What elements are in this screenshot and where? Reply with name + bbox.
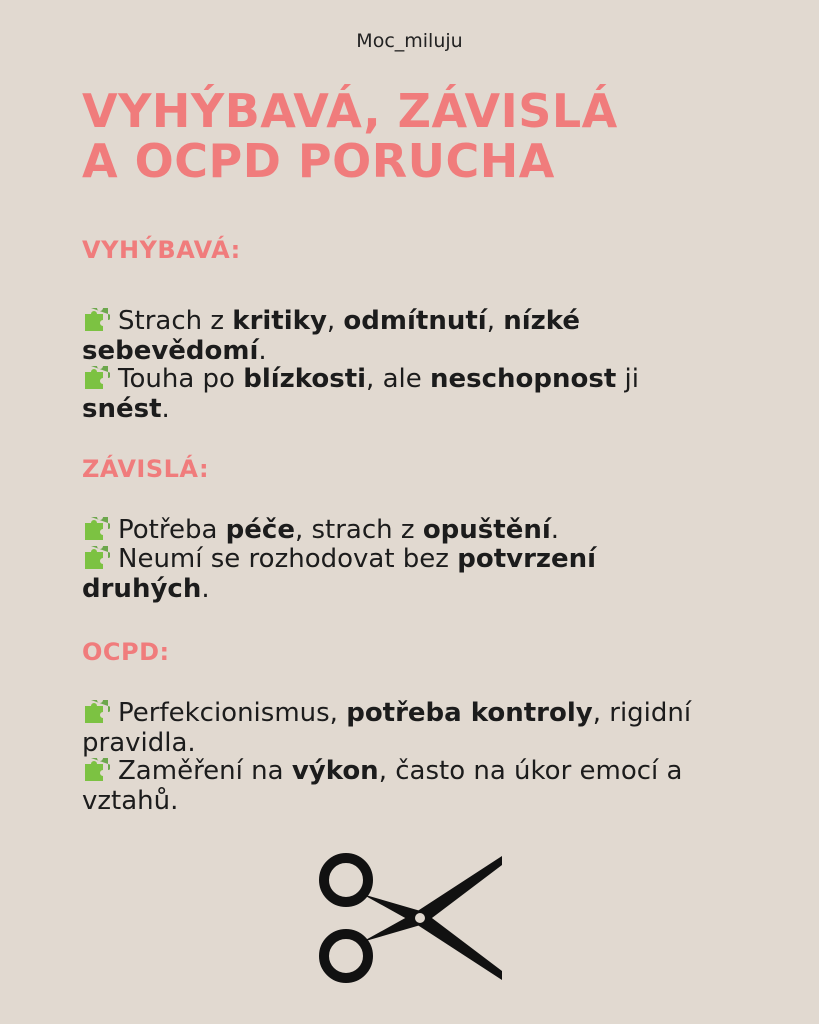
section-heading-vyhybava: VYHÝBAVÁ: — [82, 236, 241, 264]
puzzle-piece-icon — [82, 543, 110, 571]
puzzle-piece-icon — [82, 514, 110, 542]
item-text: , ale — [366, 364, 430, 394]
section-heading-zavisla: ZÁVISLÁ: — [82, 455, 210, 483]
item-emphasis: opuštění — [422, 515, 551, 545]
item-emphasis: kritiky — [232, 306, 327, 336]
item-text: Strach z — [118, 306, 233, 336]
item-text: ji — [616, 364, 640, 394]
item-text: Potřeba — [118, 515, 226, 545]
item-text: , často na úkor emocí a vztahů. — [82, 756, 683, 816]
item-text: , — [486, 306, 504, 336]
item-emphasis: blízkosti — [243, 364, 367, 394]
puzzle-piece-icon — [82, 363, 110, 391]
item-emphasis: snést — [82, 394, 162, 424]
item-text: , strach z — [294, 515, 423, 545]
item-emphasis: potvrzení druhých — [82, 544, 597, 604]
puzzle-piece-icon — [82, 305, 110, 333]
section-heading-ocpd: OCPD: — [82, 638, 170, 666]
item-emphasis: potřeba kontroly — [346, 698, 593, 728]
item-text: . — [201, 574, 210, 604]
item-emphasis: péče — [225, 515, 295, 545]
item-emphasis: výkon — [291, 756, 379, 786]
title-line-1: VYHÝBAVÁ, ZÁVISLÁ — [82, 84, 618, 138]
account-handle: Moc_miluju — [356, 30, 463, 52]
list-item — [82, 514, 722, 545]
list-item — [82, 305, 722, 366]
item-text: , rigidní pravidla. — [82, 698, 692, 758]
list-item — [82, 543, 722, 604]
item-text: Neumí se rozhodovat bez — [118, 544, 458, 574]
item-text: , — [326, 306, 344, 336]
item-text: . — [550, 515, 560, 545]
list-item — [82, 755, 722, 816]
item-emphasis: neschopnost — [430, 364, 617, 394]
item-text: Touha po — [118, 364, 244, 394]
item-text: Perfekcionismus, — [118, 698, 347, 728]
item-text: . — [258, 336, 267, 366]
item-emphasis: odmítnutí — [343, 306, 487, 336]
item-text: . — [161, 394, 170, 424]
item-text: Zaměření na — [118, 756, 292, 786]
item-emphasis: nízké sebevědomí — [82, 306, 581, 366]
list-item — [82, 697, 722, 758]
title-line-2: A OCPD PORUCHA — [82, 134, 555, 188]
puzzle-piece-icon — [82, 755, 110, 783]
puzzle-piece-icon — [82, 697, 110, 725]
list-item — [82, 363, 722, 424]
scissors-icon — [316, 850, 506, 985]
page-title — [82, 86, 782, 186]
